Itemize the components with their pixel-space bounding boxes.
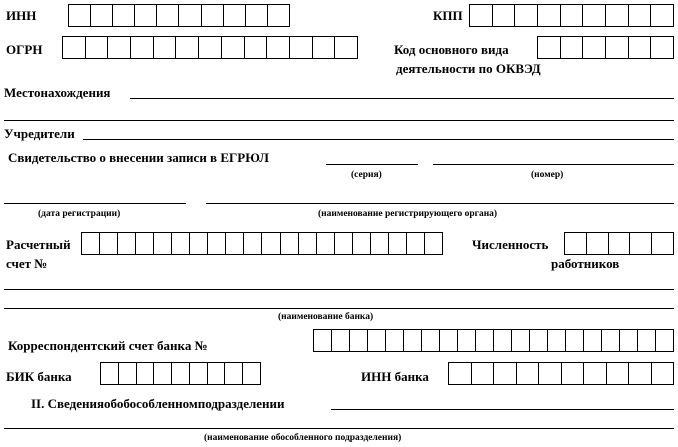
employees-field-cell[interactable] (651, 233, 673, 254)
ogrn-field-cell[interactable] (244, 37, 267, 58)
ogrn-field-cell[interactable] (312, 37, 335, 58)
corr-account-field-cell[interactable] (565, 330, 583, 351)
bank-inn-field-cell[interactable] (628, 363, 651, 384)
account-field-cell[interactable] (316, 233, 334, 254)
bank-inn-field-cell[interactable] (583, 363, 606, 384)
account-field-cell[interactable] (406, 233, 424, 254)
reg-date-line[interactable] (4, 203, 186, 204)
bank-line-2[interactable] (4, 308, 674, 309)
employees-label-line1: Численность (472, 237, 549, 252)
account-field-cell[interactable] (99, 233, 117, 254)
bank-inn-field-cell[interactable] (493, 363, 516, 384)
okved-label-line1: Код основного вида (394, 42, 509, 57)
corr-account-field-cell[interactable] (583, 330, 601, 351)
bik-label: БИК банка (6, 369, 72, 384)
kpp-field-cell[interactable] (650, 5, 673, 26)
account-field-cell[interactable] (117, 233, 135, 254)
ogrn-field-cell[interactable] (221, 37, 244, 58)
inn-field[interactable] (68, 4, 290, 27)
ogrn-field-cell[interactable] (63, 37, 85, 58)
bank-inn-field-cell[interactable] (449, 363, 471, 384)
egrul-series-line[interactable] (326, 164, 418, 165)
employees-field[interactable] (564, 232, 674, 255)
account-label-line1: Расчетный (6, 237, 71, 252)
kpp-field-cell[interactable] (537, 5, 560, 26)
corr-account-field-cell[interactable] (457, 330, 475, 351)
founders-line[interactable] (83, 139, 674, 140)
account-field-cell[interactable] (424, 233, 442, 254)
account-field-cell[interactable] (334, 233, 352, 254)
inn-field-cell[interactable] (245, 5, 267, 26)
okved-field-cell[interactable] (560, 37, 583, 58)
corr-account-field-cell[interactable] (619, 330, 637, 351)
bik-field-cell[interactable] (136, 363, 154, 384)
inn-field-cell[interactable] (178, 5, 200, 26)
inn-field-cell[interactable] (134, 5, 156, 26)
bik-field-cell[interactable] (224, 363, 242, 384)
corr-account-field-cell[interactable] (601, 330, 619, 351)
account-field-cell[interactable] (153, 233, 171, 254)
location-line[interactable] (130, 98, 674, 99)
bik-field-cell[interactable] (242, 363, 260, 384)
account-field-cell[interactable] (352, 233, 370, 254)
bank-inn-field-cell[interactable] (606, 363, 629, 384)
founders-label: Учредители (4, 126, 75, 141)
okved-field[interactable] (537, 36, 674, 59)
ogrn-field-cell[interactable] (198, 37, 221, 58)
reg-authority-line[interactable] (206, 203, 674, 204)
bank-name-caption: (наименование банка) (278, 312, 374, 322)
reg-authority-caption: (наименование регистрирующего органа) (318, 209, 498, 219)
account-field-cell[interactable] (171, 233, 189, 254)
okved-label-line2: деятельности по ОКВЭД (396, 61, 541, 76)
corr-account-field-cell[interactable] (403, 330, 421, 351)
okved-field-cell[interactable] (582, 37, 605, 58)
employees-label-line2: работников (551, 256, 620, 271)
bik-field[interactable] (100, 362, 261, 385)
account-field-cell[interactable] (280, 233, 298, 254)
bank-inn-field-cell[interactable] (538, 363, 561, 384)
account-label-line2: счет № (6, 256, 48, 271)
subdivision-label: II. Сведенияобобособленномподразделении (31, 396, 285, 411)
inn-label: ИНН (6, 8, 37, 23)
kpp-field-cell[interactable] (560, 5, 583, 26)
corr-account-label: Корреспондентский счет банка № (8, 338, 208, 353)
bik-field-cell[interactable] (153, 363, 171, 384)
egrul-series-caption: (серия) (351, 170, 382, 180)
account-field-cell[interactable] (370, 233, 388, 254)
corr-account-field-cell[interactable] (349, 330, 367, 351)
inn-field-cell[interactable] (156, 5, 178, 26)
inn-field-cell[interactable] (267, 5, 289, 26)
inn-field-cell[interactable] (90, 5, 112, 26)
ogrn-field[interactable] (62, 36, 358, 59)
corr-account-field-cell[interactable] (421, 330, 439, 351)
corr-account-field-cell[interactable] (439, 330, 457, 351)
account-field-cell[interactable] (135, 233, 153, 254)
corr-account-field-cell[interactable] (475, 330, 493, 351)
bik-field-cell[interactable] (189, 363, 207, 384)
bik-field-cell[interactable] (101, 363, 118, 384)
okved-field-cell[interactable] (650, 37, 673, 58)
account-field-cell[interactable] (261, 233, 279, 254)
ogrn-field-cell[interactable] (289, 37, 312, 58)
account-field-cell[interactable] (189, 233, 207, 254)
account-field-cell[interactable] (82, 233, 99, 254)
bank-inn-field[interactable] (448, 362, 674, 385)
kpp-field-cell[interactable] (470, 5, 492, 26)
location-line-2[interactable] (4, 120, 674, 121)
bik-field-cell[interactable] (118, 363, 136, 384)
account-field-cell[interactable] (388, 233, 406, 254)
corr-account-field-cell[interactable] (511, 330, 529, 351)
account-field-cell[interactable] (225, 233, 243, 254)
inn-field-cell[interactable] (223, 5, 245, 26)
bank-inn-label: ИНН банка (361, 369, 429, 384)
corr-account-field-cell[interactable] (385, 330, 403, 351)
corr-account-field-cell[interactable] (331, 330, 349, 351)
bank-inn-field-cell[interactable] (471, 363, 494, 384)
ogrn-field-cell[interactable] (130, 37, 153, 58)
okved-field-cell[interactable] (605, 37, 628, 58)
inn-field-cell[interactable] (201, 5, 223, 26)
ogrn-label: ОГРН (6, 42, 43, 57)
bik-field-cell[interactable] (207, 363, 225, 384)
account-field-cell[interactable] (298, 233, 316, 254)
ogrn-field-cell[interactable] (85, 37, 108, 58)
bank-inn-field-cell[interactable] (651, 363, 674, 384)
account-field[interactable] (81, 232, 443, 255)
employees-field-cell[interactable] (586, 233, 608, 254)
bik-field-cell[interactable] (171, 363, 189, 384)
corr-account-field-cell[interactable] (367, 330, 385, 351)
employees-field-cell[interactable] (629, 233, 651, 254)
egrul-label: Свидетельство о внесении записи в ЕГРЮЛ (8, 150, 269, 165)
corr-account-field-cell[interactable] (637, 330, 655, 351)
corr-account-field-cell[interactable] (547, 330, 565, 351)
account-field-cell[interactable] (243, 233, 261, 254)
kpp-field[interactable] (469, 4, 674, 27)
inn-field-cell[interactable] (112, 5, 134, 26)
corr-account-field-cell[interactable] (493, 330, 511, 351)
ogrn-field-cell[interactable] (334, 37, 357, 58)
egrul-number-line[interactable] (433, 164, 674, 165)
location-label: Местонахождения (4, 85, 111, 100)
employees-field-cell[interactable] (565, 233, 586, 254)
ogrn-field-cell[interactable] (175, 37, 198, 58)
corr-account-field-cell[interactable] (655, 330, 673, 351)
corr-account-field-cell[interactable] (529, 330, 547, 351)
ogrn-field-cell[interactable] (153, 37, 176, 58)
kpp-field-cell[interactable] (514, 5, 537, 26)
subdivision-line[interactable] (331, 409, 674, 410)
account-field-cell[interactable] (207, 233, 225, 254)
kpp-field-cell[interactable] (492, 5, 515, 26)
kpp-field-cell[interactable] (582, 5, 605, 26)
okved-field-cell[interactable] (628, 37, 651, 58)
subdivision-name-caption: (наименование обособленного подразделения) (204, 433, 402, 443)
bank-inn-field-cell[interactable] (561, 363, 584, 384)
employees-field-cell[interactable] (608, 233, 630, 254)
kpp-field-cell[interactable] (628, 5, 651, 26)
subdivision-line-2[interactable] (4, 428, 674, 429)
egrul-number-caption: (номер) (531, 170, 564, 180)
ogrn-field-cell[interactable] (266, 37, 289, 58)
kpp-label: КПП (433, 8, 463, 23)
reg-date-caption: (дата регистрации) (38, 209, 121, 219)
okved-field-cell[interactable] (538, 37, 560, 58)
inn-field-cell[interactable] (69, 5, 90, 26)
bank-inn-field-cell[interactable] (516, 363, 539, 384)
corr-account-field-cell[interactable] (314, 330, 331, 351)
kpp-field-cell[interactable] (605, 5, 628, 26)
bank-line-1[interactable] (4, 289, 674, 290)
ogrn-field-cell[interactable] (107, 37, 130, 58)
corr-account-field[interactable] (313, 329, 674, 352)
